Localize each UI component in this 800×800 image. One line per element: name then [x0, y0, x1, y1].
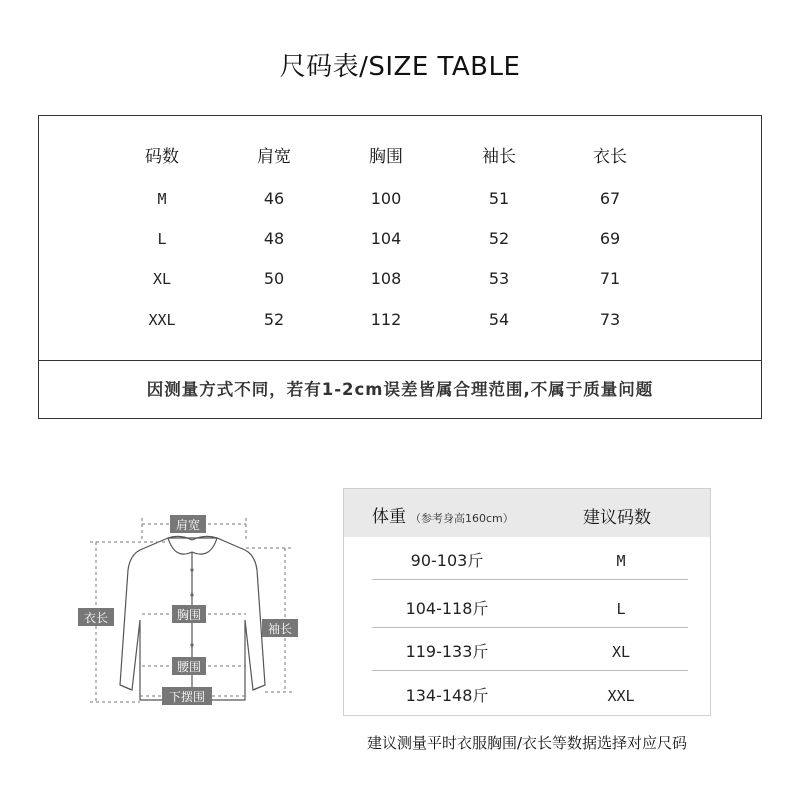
footer-note: 建议测量平时衣服胸围/衣长等数据选择对应尺码 [366, 734, 688, 752]
row-size: L [157, 230, 167, 248]
row-length: 67 [599, 189, 621, 208]
row-weight: 90-103斤 [410, 551, 484, 570]
row-size: XXL [148, 311, 176, 329]
row-suggested-size: M [616, 552, 626, 570]
row-chest: 100 [370, 189, 402, 208]
table-row [39, 305, 761, 335]
row-chest: 104 [370, 229, 402, 248]
row-sleeve: 51 [488, 189, 510, 208]
weight-header-label: 体重 [372, 507, 406, 527]
row-chest: 108 [370, 269, 402, 288]
table-row [39, 224, 761, 254]
size-table-header-row [39, 142, 761, 172]
weight-header-note: （参考身高160cm） [410, 512, 514, 525]
header-sleeve: 袖长 [482, 147, 516, 167]
row-sleeve: 52 [488, 229, 510, 248]
label-waist: 腰围 [176, 660, 202, 674]
row-length: 73 [599, 310, 621, 329]
row-shoulder: 46 [263, 189, 285, 208]
row-length: 71 [599, 269, 621, 288]
header-chest: 胸围 [369, 147, 403, 167]
row-weight: 119-133斤 [405, 642, 489, 661]
label-hem: 下摆围 [168, 690, 206, 704]
table-row [39, 264, 761, 294]
header-shoulder: 肩宽 [257, 147, 291, 167]
row-suggested-size: L [616, 600, 626, 618]
tolerance-note: 因测量方式不同，若有1-2cm误差皆属合理范围,不属于质量问题 [146, 380, 654, 399]
row-suggested-size: XXL [607, 687, 635, 705]
table-row [39, 184, 761, 214]
table-row [372, 537, 688, 580]
label-sleeve: 袖长 [267, 622, 293, 636]
row-length: 69 [599, 229, 621, 248]
row-sleeve: 54 [488, 310, 510, 329]
size-table-box [38, 115, 762, 419]
header-length: 衣长 [593, 147, 627, 167]
weight-table-header [344, 489, 710, 537]
row-suggested-size: XL [611, 643, 631, 661]
shirt-collar [168, 536, 217, 554]
suggested-size-header: 建议码数 [583, 508, 651, 528]
row-shoulder: 50 [263, 269, 285, 288]
shirt-measurement-diagram [70, 500, 320, 720]
row-shoulder: 48 [263, 229, 285, 248]
header-size: 码数 [145, 147, 179, 167]
row-sleeve: 53 [488, 269, 510, 288]
row-size: M [157, 190, 167, 208]
row-weight: 134-148斤 [405, 686, 489, 705]
row-chest: 112 [370, 310, 402, 329]
table-row [372, 628, 688, 671]
weight-size-table [343, 488, 711, 716]
table-row [372, 672, 688, 714]
row-weight: 104-118斤 [405, 599, 489, 618]
label-length: 衣长 [83, 611, 109, 625]
row-size: XL [152, 270, 172, 288]
page-title: 尺码表/SIZE TABLE [279, 52, 521, 82]
label-shoulder: 肩宽 [175, 518, 201, 532]
table-row [372, 585, 688, 628]
label-chest: 胸围 [176, 608, 202, 622]
row-shoulder: 52 [263, 310, 285, 329]
size-table [39, 116, 761, 361]
